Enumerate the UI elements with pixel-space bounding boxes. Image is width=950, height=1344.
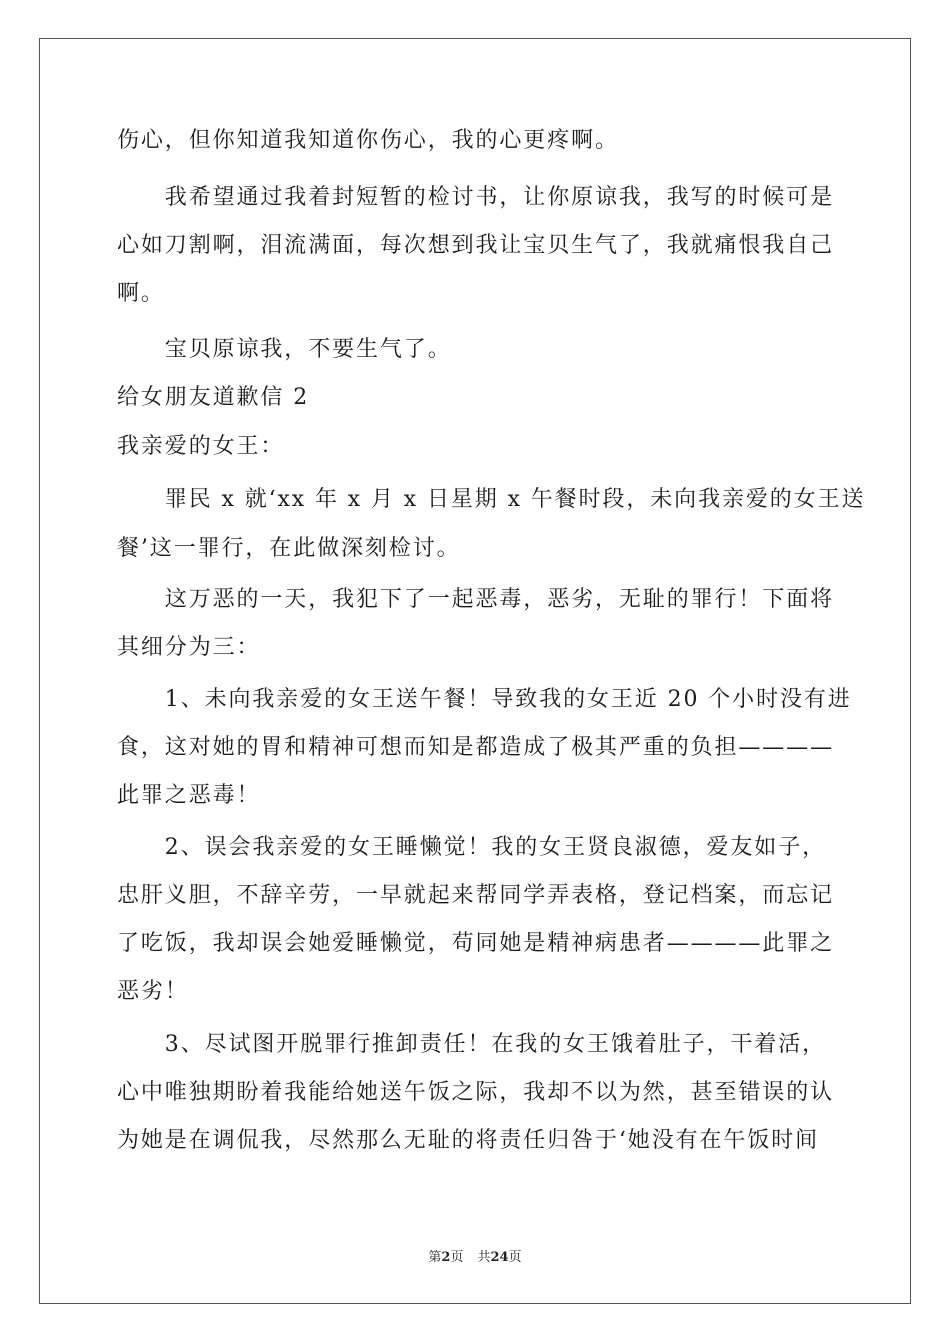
text-line: 罪民 x 就‘xx 年 x 月 x 日星期 x 午餐时段，未向我亲爱的女王送 bbox=[117, 487, 866, 512]
total-prefix: 共 bbox=[477, 1250, 491, 1265]
section-heading: 给女朋友道歉信 2 bbox=[117, 385, 310, 410]
page-border bbox=[39, 38, 911, 1304]
page-footer bbox=[0, 1246, 950, 1265]
text-line: 我希望通过我着封短暂的检讨书，让你原谅我，我写的时候可是 bbox=[117, 185, 835, 210]
text-line: 心如刀割啊，泪流满面，每次想到我让宝贝生气了，我就痛恨我自己 bbox=[117, 233, 835, 258]
text-line: 啊。 bbox=[117, 281, 165, 306]
text-line: 食，这对她的胃和精神可想而知是都造成了极其严重的负担———— bbox=[117, 735, 835, 760]
text-line: 此罪之恶毒！ bbox=[117, 783, 261, 808]
text-line: 餐’这一罪行，在此做深刻检讨。 bbox=[117, 536, 461, 561]
text-line: 恶劣！ bbox=[117, 979, 189, 1004]
total-pages: 24 bbox=[490, 1250, 509, 1265]
text-line: 伤心，但你知道我知道你伤心，我的心更疼啊。 bbox=[117, 128, 619, 153]
text-line: 2、误会我亲爱的女王睡懒觉！我的女王贤良淑德，爱友如子， bbox=[117, 835, 826, 860]
text-line: 其细分为三： bbox=[117, 635, 261, 660]
page-number: 2 bbox=[441, 1250, 451, 1265]
text-line: 了吃饭，我却误会她爱睡懒觉，苟同她是精神病患者————此罪之 bbox=[117, 931, 835, 956]
text-line: 忠肝义胆，不辞辛劳，一早就起来帮同学弄表格，登记档案，而忘记 bbox=[117, 883, 835, 908]
text-line: 3、尽试图开脱罪行推卸责任！在我的女王饿着肚子，干着活， bbox=[117, 1032, 826, 1057]
text-line: 宝贝原谅我，不要生气了。 bbox=[117, 337, 452, 362]
text-line: 1、未向我亲爱的女王送午餐！导致我的女王近 20 个小时没有进 bbox=[117, 687, 852, 712]
total-suffix: 页 bbox=[508, 1250, 522, 1265]
page-prefix: 第 bbox=[428, 1250, 442, 1265]
salutation: 我亲爱的女王： bbox=[117, 434, 285, 459]
page-suffix: 页 bbox=[450, 1250, 464, 1265]
text-line: 这万恶的一天，我犯下了一起恶毒，恶劣，无耻的罪行！下面将 bbox=[117, 587, 835, 612]
text-line: 心中唯独期盼着我能给她送午饭之际，我却不以为然，甚至错误的认 bbox=[117, 1080, 835, 1105]
text-line: 为她是在调侃我，尽然那么无耻的将责任归咎于‘她没有在午饭时间 bbox=[117, 1128, 819, 1153]
